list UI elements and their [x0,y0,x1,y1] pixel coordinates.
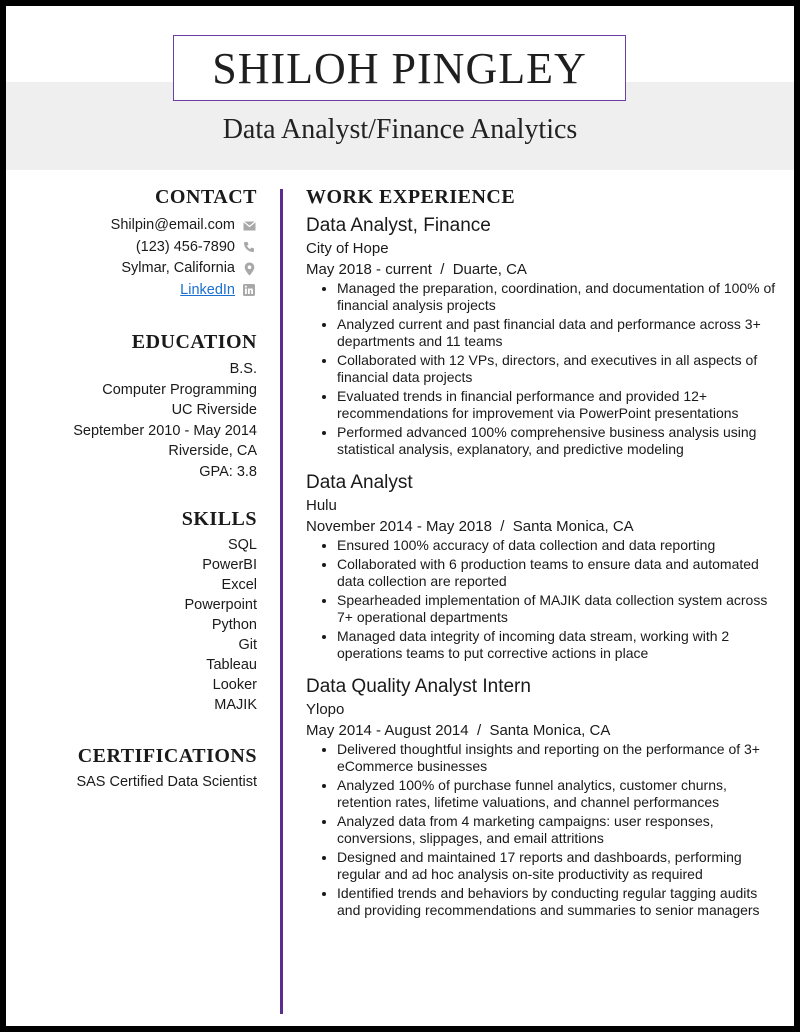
education-degree: B.S. [229,361,257,377]
job-title-heading: Data Analyst/Finance Analytics [222,114,578,145]
job-title: Data Analyst [306,472,413,493]
education-school: UC Riverside [171,402,257,418]
skill-item: MAJIK [214,697,257,713]
phone-text: (123) 456-7890 [135,238,235,255]
job-dates-location: May 2014 - August 2014 / Santa Monica, CA [306,722,611,739]
bullet-item: • Analyzed data from 4 marketing campaigns: user responses, conversions, slippages, and email attritions [337,813,776,847]
work-experience-heading: WORK EXPERIENCE [306,186,516,208]
column-divider [280,189,283,1014]
left-column [6,186,257,793]
right-column [306,186,776,921]
education-location: Riverside, CA [168,443,257,459]
envelope-icon [241,221,257,231]
job-entry [306,471,776,662]
bullet-item: • Ensured 100% accuracy of data collection and data reporting [337,537,776,554]
company-name: Hulu [306,497,337,514]
education-heading: EDUCATION [131,331,257,353]
bullet-item: • Managed the preparation, coordination, and documentation of 100% of financial analysis projects [337,280,776,314]
linkedin-link[interactable]: LinkedIn [180,281,235,298]
education-major: Computer Programming [102,381,257,398]
skill-item: Powerpoint [184,597,257,613]
contact-phone [6,237,257,259]
contact-email [6,215,257,237]
bullet-item: • Collaborated with 12 VPs, directors, and executives in all aspects of financial data projects [337,352,776,386]
bullet-item: • Analyzed current and past financial data and performance across 3+ departments and 11 teams [337,316,776,350]
linkedin-icon [241,284,257,296]
skill-item: PowerBI [202,557,257,573]
contact-linkedin [6,280,257,302]
job-bullets [306,280,776,458]
job-entry [306,214,776,458]
bullet-item: • Delivered thoughtful insights and reporting on the performance of 3+ eCommerce businesses [337,741,776,775]
skill-item: Python [211,617,257,633]
bullet-item: • Identified trends and behaviors by conducting regular tagging audits and providing recommendations and summaries to senior managers [337,885,776,919]
job-entry [306,675,776,919]
contact-heading: CONTACT [154,186,257,208]
map-pin-icon [241,262,257,276]
bullet-item: • Performed advanced 100% comprehensive business analysis using statistical analysis, explanatory, and predictive modeling [337,424,776,458]
skill-item: Tableau [206,657,257,673]
education-gpa: GPA: 3.8 [199,463,257,480]
contact-location [6,258,257,280]
skill-item: SQL [227,537,257,553]
phone-icon [241,241,257,253]
skill-item: Looker [212,677,257,693]
company-name: Ylopo [306,701,345,718]
company-name: City of Hope [306,240,389,257]
skill-item: Excel [221,577,257,593]
location-text: Sylmar, California [121,260,235,276]
bullet-item: • Evaluated trends in financial performance and provided 12+ recommendations for improvement via PowerPoint presentations [337,388,776,422]
certifications-heading: CERTIFICATIONS [77,745,257,767]
bullet-item: • Analyzed 100% of purchase funnel analytics, customer churns, retention rates, lifetime valuations, and channel performances [337,777,776,811]
job-bullets [306,537,776,662]
job-title: Data Analyst, Finance [306,215,491,236]
education-dates: September 2010 - May 2014 [73,422,257,439]
bullet-item: • Spearheaded implementation of MAJIK data collection system across 7+ operational departments [337,592,776,626]
job-dates-location: May 2018 - current / Duarte, CA [306,261,527,278]
resume-page [6,6,794,1026]
skill-item: Git [238,637,257,653]
certification-item: SAS Certified Data Scientist [76,774,257,790]
bullet-item: • Collaborated with 6 production teams to ensure data and automated data collection are reported [337,556,776,590]
job-dates-location: November 2014 - May 2018 / Santa Monica, CA [306,518,634,535]
job-bullets [306,741,776,919]
email-text: Shilpin@email.com [110,217,235,233]
name-heading: SHILOH PINGLEY [173,35,626,101]
job-title: Data Quality Analyst Intern [306,676,531,697]
bullet-item: • Designed and maintained 17 reports and dashboards, performing regular and ad hoc analysis on-site productivity as required [337,849,776,883]
bullet-item: • Managed data integrity of incoming data stream, working with 2 operations teams to put corrective actions in place [337,628,776,662]
skills-heading: SKILLS [181,508,257,530]
